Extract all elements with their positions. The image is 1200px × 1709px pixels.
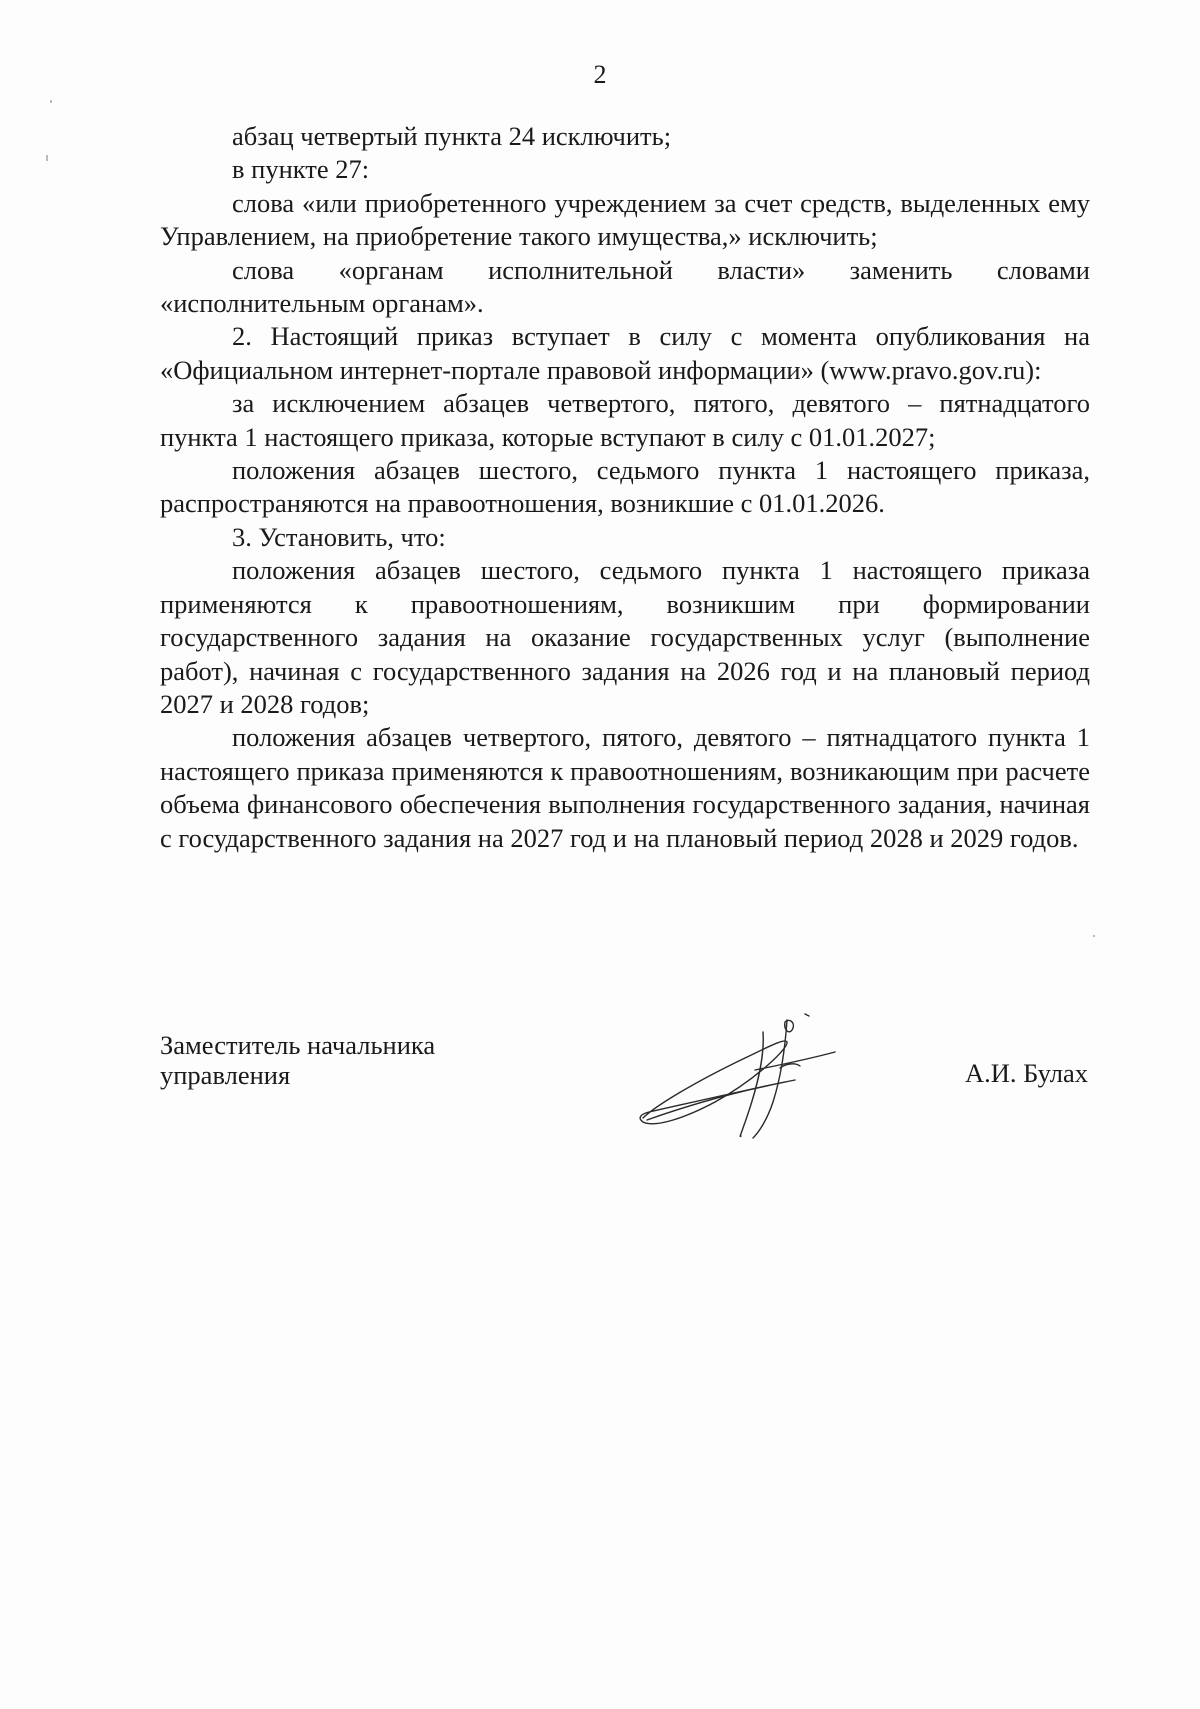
paragraph-6: за исключением абзацев четвертого, пятого, девятого – пятнадцатого пункта 1 настоящего приказа, которые вступают в силу с 01.01.2027; (160, 388, 1090, 452)
signer-title-line-1: Заместитель начальника (160, 1030, 436, 1060)
signer-title-line-2: управления (160, 1060, 291, 1090)
handwritten-signature-icon (635, 1010, 845, 1145)
document-body (160, 120, 1090, 855)
page-number: 2 (593, 60, 607, 89)
signature-block (160, 1030, 1090, 1160)
paragraph-8: 3. Установить, что: (232, 521, 446, 552)
paragraph-3: слова «или приобретенного учреждением за счет средств, выделенных ему Управлением, на приобретение такого имущества,» исключить; (160, 187, 1090, 252)
scan-artifact (50, 100, 52, 103)
paragraph-10: положения абзацев четвертого, пятого, девятого – пятнадцатого пункта 1 настоящего приказа применяются к правоотношениям, возникающим при расчете объема финансового обеспечения выполнения государственного задания, начиная с государственного задания на 2027 год и на плановый период 2028 и 2029 годов. (160, 722, 1090, 853)
paragraph-9: положения абзацев шестого, седьмого пункта 1 настоящего приказа применяются к правоотношениям, возникшим при формировании государственного задания на оказание государственных услуг (выполнение работ), начиная с государственного задания на 2026 год и на плановый период 2027 и 2028 годов; (160, 555, 1090, 719)
scan-artifact (1093, 935, 1095, 937)
signer-title (160, 1030, 480, 1090)
paragraph-5: 2. Настоящий приказ вступает в силу с момента опубликования на «Официальном интернет-портале правовой информации» (www.pravo.gov.ru): (160, 321, 1090, 385)
paragraph-1: абзац четвертый пункта 24 исключить; (232, 121, 672, 151)
scan-artifact (46, 155, 48, 161)
paragraph-2: в пункте 27: (232, 154, 370, 185)
paragraph-4: слова «органам исполнительной власти» заменить словами «исполнительным органам». (160, 254, 1090, 319)
paragraph-7: положения абзацев шестого, седьмого пункта 1 настоящего приказа, распространяются на правоотношения, возникшие с 01.01.2026. (160, 455, 1090, 519)
signer-name: А.И. Булах (964, 1058, 1088, 1088)
